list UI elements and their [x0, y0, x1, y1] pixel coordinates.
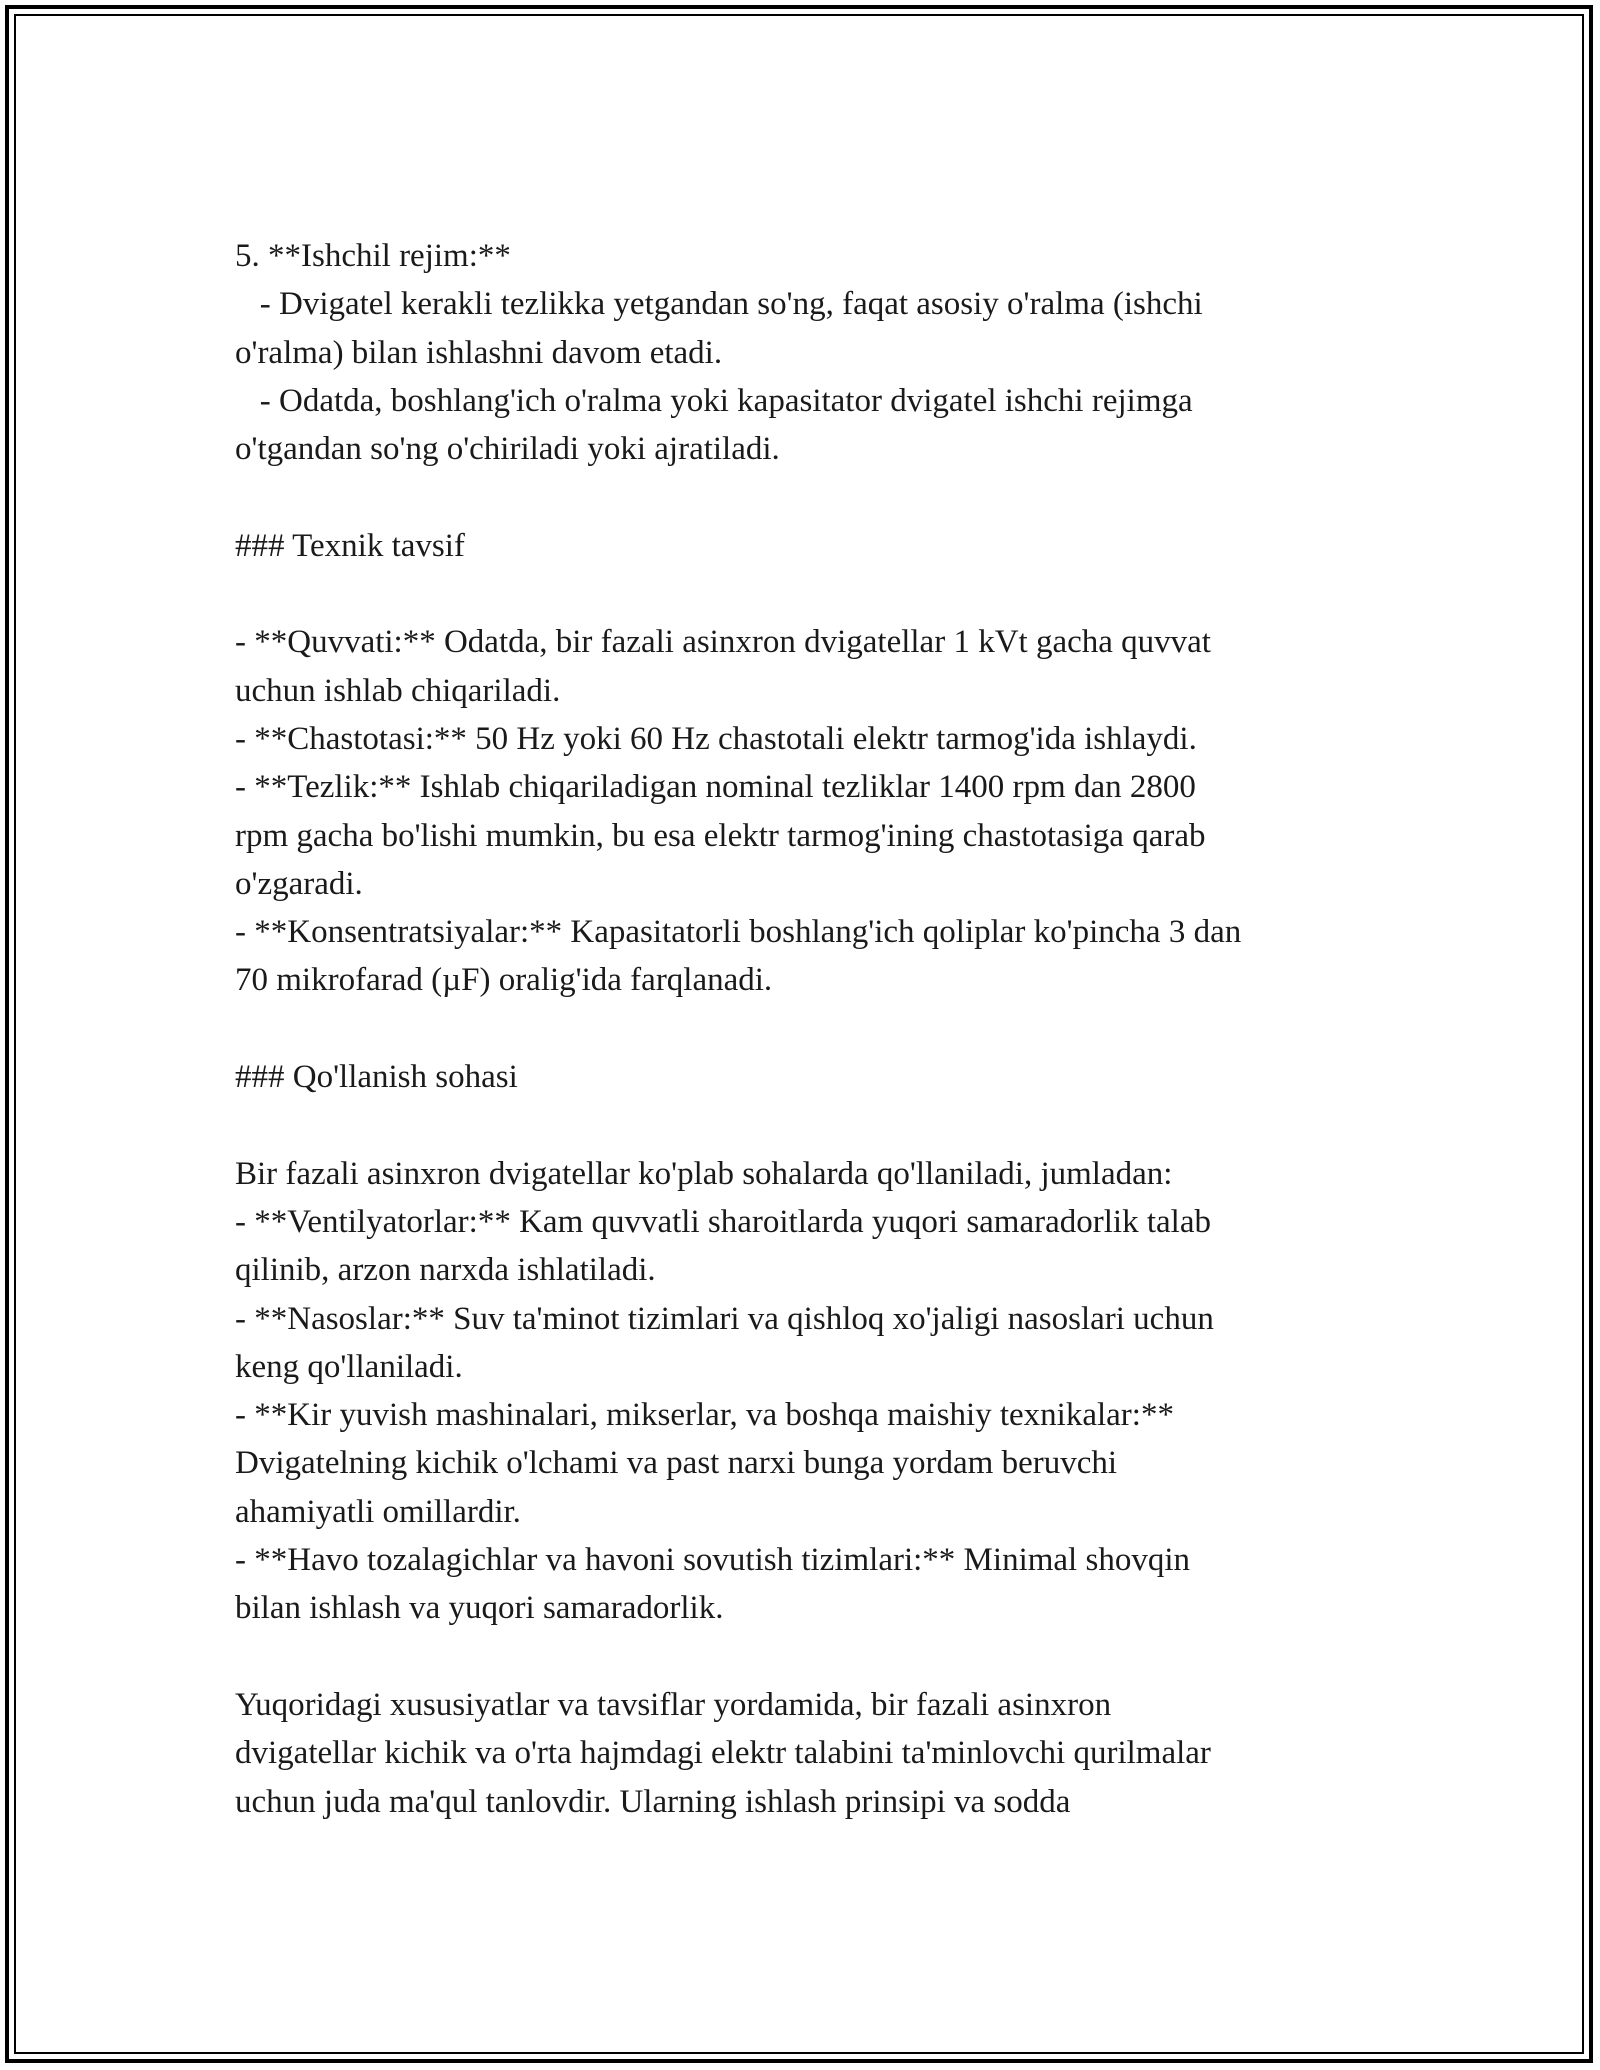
section-texnik-tavsif-heading [235, 522, 1370, 570]
paragraph-gap [235, 1005, 1370, 1053]
text-line: - **Kir yuvish mashinalari, mikserlar, va boshqa maishiy texnikalar:** [235, 1397, 1174, 1434]
text-line: - **Chastotasi:** 50 Hz yoki 60 Hz chastotali elektr tarmog'ida ishlaydi. [235, 720, 1197, 757]
list-item-heading: 5. **Ishchil rejim:** [235, 238, 511, 274]
text-line: - Odatda, boshlang'ich o'ralma yoki kapasitator dvigatel ishchi rejimga [235, 382, 1193, 419]
section-xulosa [235, 1681, 1370, 1826]
section-heading: ### Qo'llanish sohasi [235, 1059, 518, 1096]
text-line: o'zgaradi. [235, 865, 363, 902]
text-line: uchun juda ma'qul tanlovdir. Ularning ishlash prinsipi va sodda [235, 1783, 1071, 1820]
document-body [235, 232, 1370, 1826]
text-line: - **Tezlik:** Ishlab chiqariladigan nominal tezliklar 1400 rpm dan 2800 [235, 769, 1196, 806]
paragraph-gap [235, 570, 1370, 618]
text-line: dvigatellar kichik va o'rta hajmdagi elektr talabini ta'minlovchi qurilmalar [235, 1735, 1211, 1772]
section-qollanish-heading [235, 1053, 1370, 1101]
text-line: - Dvigatel kerakli tezlikka yetgandan so'ng, faqat asosiy o'ralma (ishchi [235, 286, 1203, 323]
text-line: o'tgandan so'ng o'chiriladi yoki ajratiladi. [235, 431, 780, 468]
text-line: ahamiyatli omillardir. [235, 1493, 521, 1530]
text-line: - **Havo tozalagichlar va havoni sovutish tizimlari:** Minimal shovqin [235, 1542, 1190, 1579]
text-line: qilinib, arzon narxda ishlatiladi. [235, 1252, 656, 1289]
section-heading: ### Texnik tavsif [235, 527, 465, 564]
section-ishchil-rejim [235, 232, 1370, 473]
section-texnik-tavsif-list [235, 618, 1370, 1004]
text-line: uchun ishlab chiqariladi. [235, 672, 561, 709]
text-line: Bir fazali asinxron dvigatellar ko'plab sohalarda qo'llaniladi, jumladan: [235, 1155, 1173, 1192]
text-line: 70 mikrofarad (µF) oralig'ida farqlanadi. [235, 962, 773, 999]
text-line: Yuqoridagi xususiyatlar va tavsiflar yordamida, bir fazali asinxron [235, 1686, 1112, 1723]
text-line: - **Nasoslar:** Suv ta'minot tizimlari va qishloq xo'jaligi nasoslari uchun [235, 1300, 1214, 1337]
text-line: rpm gacha bo'lishi mumkin, bu esa elektr tarmog'ining chastotasiga qarab [235, 817, 1206, 854]
section-qollanish-list [235, 1150, 1370, 1633]
paragraph-gap [235, 473, 1370, 521]
text-line: bilan ishlash va yuqori samaradorlik. [235, 1590, 724, 1627]
text-line: - **Quvvati:** Odatda, bir fazali asinxron dvigatellar 1 kVt gacha quvvat [235, 624, 1211, 661]
text-line: o'ralma) bilan ishlashni davom etadi. [235, 334, 723, 371]
text-line: keng qo'llaniladi. [235, 1348, 463, 1385]
paragraph-gap [235, 1101, 1370, 1149]
text-line: - **Konsentratsiyalar:** Kapasitatorli boshlang'ich qoliplar ko'pincha 3 dan [235, 914, 1242, 951]
text-line: Dvigatelning kichik o'lchami va past narxi bunga yordam beruvchi [235, 1445, 1118, 1482]
text-line: - **Ventilyatorlar:** Kam quvvatli sharoitlarda yuqori samaradorlik talab [235, 1203, 1211, 1240]
paragraph-gap [235, 1633, 1370, 1681]
